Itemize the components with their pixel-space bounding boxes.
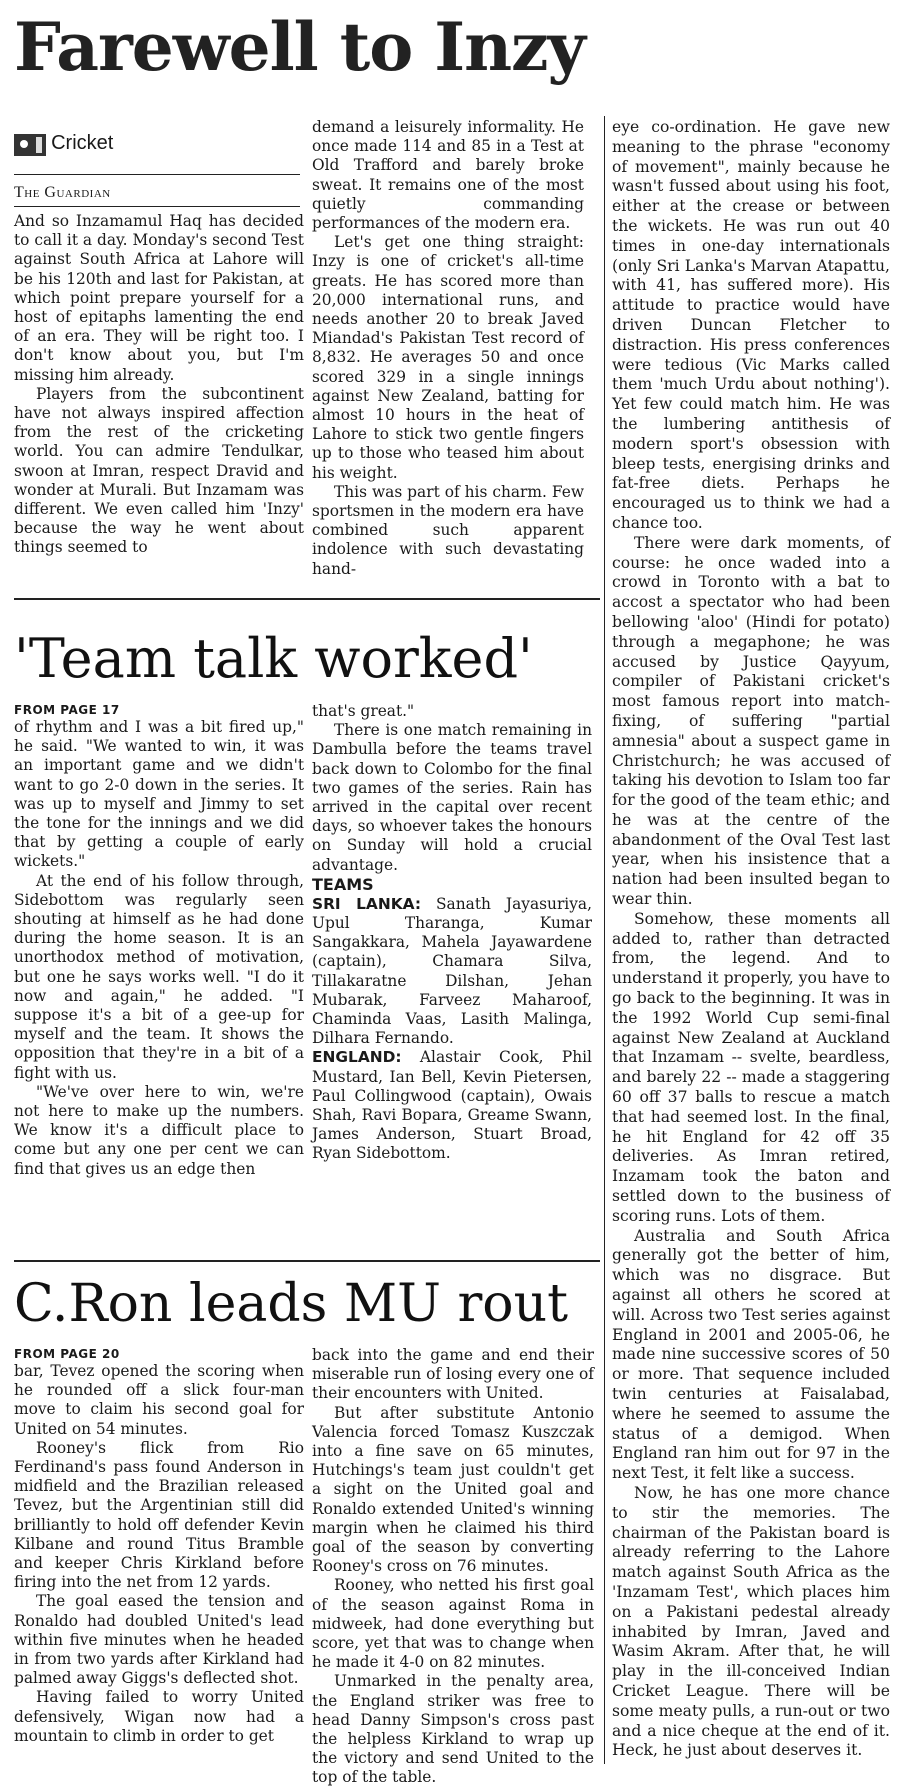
paragraph: of rhythm and I was a bit fired up," he said. "We wanted to win, it was an important game and we didn't want to go 2-0 down in the series. It was up to myself and Jimmy to set the tone for the innings and we did that by getting a couple of early wickets.": [14, 718, 304, 871]
ron-headline: C.Ron leads MU rout: [14, 1274, 568, 1334]
paragraph: Unmarked in the penalty area, the England striker was free to head Danny Simpson's cross past the helpless Kirkland to wrap up the victory and send United to the top of the table.: [312, 1672, 594, 1787]
team-column-1: [14, 702, 304, 1252]
team-headline: 'Team talk worked': [14, 627, 533, 690]
cricket-logo-icon: [14, 134, 46, 156]
paragraph: The goal eased the tension and Ronaldo had doubled United's lead within five minutes when he headed in from two yards after Kirkland had palmed away Giggs's deflected shot.: [14, 1592, 304, 1688]
paragraph: that's great.": [312, 702, 415, 720]
byline-rule: [14, 174, 300, 175]
sri-lanka-team: [312, 895, 592, 1049]
byline: The Guardian: [14, 184, 111, 201]
england-players: Alastair Cook, Phil Mustard, Ian Bell, Kevin Pietersen, Paul Collingwood (captain), Owais Shah, Ravi Bopara, Greame Swann, James Anderson, Stuart Broad, Ryan Sidebottom.: [312, 1048, 592, 1163]
ron-column-1: [14, 1346, 304, 1770]
paragraph: But after substitute Antonio Valencia forced Tomasz Kuszczak into a fine save on 65 minutes, Hutchings's team just couldn't get a sight on the United goal and Ronaldo extended United's winning margin when he claimed his third goal of the season by converting Rooney's cross on 76 minutes.: [312, 1403, 594, 1576]
paragraph: bar, Tevez opened the scoring when he rounded off a slick four-man move to claim his second goal for United on 54 minutes.: [14, 1362, 304, 1438]
inzy-column-1: [14, 212, 304, 592]
ron-kicker: FROM PAGE 20: [14, 1347, 120, 1361]
inzy-column-3: [612, 118, 890, 1770]
inzy-column-2: [312, 118, 584, 592]
ron-column-2: [312, 1346, 594, 1787]
paragraph: eye co-ordination. He gave new meaning to the phrase "economy of movement", mainly because he wasn't fussed about using his foot, either at the crease or between the wickets. He was run out 40 times in one-day internationals (only Sri Lanka's Marvan Atapattu, with 41, has suffered more). His attitude to practice would have driven Duncan Fletcher to distraction. His press conferences were tedious (Vic Marks called them 'much Urdu about nothing'). Yet few could match him. He was the lumbering antithesis of modern sport's obsession with bleep tests, energising drinks and fat-free diets. Perhaps he encouraged us to think we had a chance too.: [612, 118, 890, 532]
section-label: [14, 130, 113, 156]
england-label: ENGLAND:: [312, 1048, 402, 1067]
sri-lanka-players: Sanath Jayasuriya, Upul Tharanga, Kumar Sangakkara, Mahela Jayawardene (captain), Chamara Silva, Tillakaratne Dilshan, Jehan Mubarak, Farveez Maharoof, Chaminda Vaas, Lasith Malinga, Dilhara Fernando.: [312, 894, 592, 1048]
paragraph: Players from the subcontinent have not always inspired affection from the rest of the cricketing world. You can admire Tendulkar, swoon at Imran, respect Dravid and wonder at Murali. But Inzamam was different. We even called him 'Inzy' because the way he went about things seemed to: [14, 384, 304, 557]
paragraph: demand a leisurely informality. He once made 114 and 85 in a Test at Old Trafford and barely broke sweat. It remains one of the most quietly commanding performances of the modern era.: [312, 118, 584, 233]
team-column-2: [312, 702, 592, 1252]
team-kicker: FROM PAGE 17: [14, 703, 120, 717]
column-rule: [604, 116, 605, 1764]
paragraph: back into the game and end their miserable run of losing every one of their encounters with United.: [312, 1346, 594, 1403]
paragraph: Rooney, who netted his first goal of the season against Roma in midweek, had done everything but score, yet that was to change when he made it 4-0 on 82 minutes.: [312, 1576, 594, 1672]
section-name: Cricket: [51, 132, 114, 154]
inzy-headline: Farewell to Inzy: [14, 8, 585, 86]
section-divider: [14, 598, 600, 600]
paragraph: Australia and South Africa generally got the better of him, which was no disgrace. But against all others he scored at will. Across two Test series against England in 2001 and 2005-06, he made nine successive scores of 50 or more. That sequence included twin centuries at Faisalabad, where he seemed to assume the status of a demigod. When England ran him out for 97 in the next Test, it felt like a success.: [612, 1226, 890, 1483]
paragraph: Let's get one thing straight: Inzy is one of cricket's all-time greats. He has scored more than 20,000 international runs, and needs another 20 to break Javed Miandad's Pakistan Test record of 8,832. He averages 50 and once scored 329 in a single innings against New Zealand, batting for almost 10 hours in the heat of Lahore to stick two gentle fingers up to those who teased him about his weight.: [312, 233, 584, 482]
paragraph: There is one match remaining in Dambulla before the teams travel back down to Colombo for the final two games of the series. Rain has arrived in the capital over recent days, so whoever takes the honours on Sunday will hold a crucial advantage.: [312, 721, 592, 874]
england-team: [312, 1048, 592, 1163]
paragraph: And so Inzamamul Haq has decided to call it a day. Monday's second Test against South Africa at Lahore will be his 120th and last for Pakistan, at which point prepare yourself for a host of epitaphs lamenting the end of an era. They will be right too. I don't know about you, but I'm missing him already.: [14, 212, 304, 384]
paragraph: At the end of his follow through, Sidebottom was regularly seen shouting at himself as he had done during the home season. It is an unorthodox method of motivation, but one he says works well. "I do it now and again," he added. "I suppose it's a bit of a gee-up for myself and the team. It shows the opposition that they're in a bit of a fight with us.: [14, 871, 304, 1082]
section-divider: [14, 1260, 600, 1262]
paragraph: Rooney's flick from Rio Ferdinand's pass found Anderson in midfield and the Brazilian released Tevez, but the Argentinian still did brilliantly to hold off defender Kevin Kilbane and round Titus Bramble and keeper Chris Kirkland before firing into the net from 12 yards.: [14, 1438, 304, 1592]
sri-lanka-label: SRI LANKA:: [312, 894, 422, 913]
teams-heading: TEAMS: [312, 874, 374, 894]
paragraph: There were dark moments, of course: he once waded into a crowd in Toronto with a bat to accost a spectator who had been bellowing 'aloo' (Hindi for potato) through a megaphone; he was accused by Justice Qayyum, compiler of Pakistani cricket's most famous report into match-fixing, of suffering "partial amnesia" about a suspect game in Christchurch; he was accused of taking his devotion to Islam too far for the good of the team ethic; and he was at the centre of the abandonment of the Oval Test last year, when his insistence that a nation had been insulted began to wear thin.: [612, 533, 890, 909]
paragraph: Now, he has one more chance to stir the memories. The chairman of the Pakistan board is already referring to the Lahore match against South Africa as the 'Inzamam Test', which places him on a Pakistani pedestal already inhabited by Imran, Javed and Wasim Akram. After that, he will play in the ill-conceived Indian Cricket League. There will be some meaty pulls, a run-out or two and a nice cheque at the end of it. Heck, he just about deserves it.: [612, 1483, 890, 1760]
byline-rule-bottom: [14, 206, 300, 207]
paragraph: This was part of his charm. Few sportsmen in the modern era have combined such apparent indolence with such devastating hand-: [312, 482, 584, 578]
paragraph: "We've over here to win, we're not here to make up the numbers. We know it's a difficult place to come but any one per cent we can find that gives us an edge then: [14, 1082, 304, 1178]
paragraph: Having failed to worry United defensively, Wigan now had a mountain to climb in order to get: [14, 1688, 304, 1745]
paragraph: Somehow, these moments all added to, rather than detracted from, the legend. And to understand it properly, you have to go back to the beginning. It was in the 1992 World Cup semi-final against New Zealand at Auckland that Inzamam -- svelte, beardless, and barely 22 -- made a staggering 60 off 37 balls to rescue a match that had seemed lost. In the final, he hit England for 42 off 35 deliveries. As Imran retired, Inzamam took the baton and settled down to the business of scoring runs. Lots of them.: [612, 909, 890, 1225]
